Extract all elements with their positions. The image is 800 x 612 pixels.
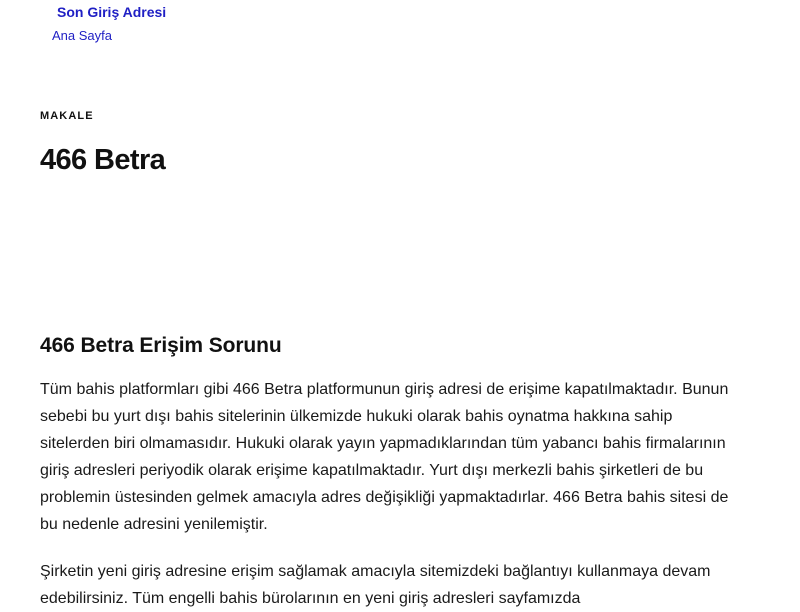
article-paragraph: Şirketin yeni giriş adresine erişim sağlamak amacıyla sitemizdeki bağlantıyı kullanmaya devam edebilirsiniz. Tüm engelli bahis bürolarının en yeni giriş adresleri sayfamızda xyxy=(40,563,711,607)
page-title: 466 Betra xyxy=(40,144,166,176)
site-title-link[interactable]: Son Giriş Adresi xyxy=(57,4,167,20)
section-heading: 466 Betra Erişim Sorunu xyxy=(40,334,282,357)
article-paragraph: Tüm bahis platformları gibi 466 Betra platformunun giriş adresi de erişime kapatılmaktadır. Bunun sebebi bu yurt dışı bahis sitelerinin ülkemizde hukuki olarak bahis oynatma hakkına sahip sitelerden biri olmamasıdır. Hukuki olarak yayın yapmadıklarından tüm yabancı bahis firmalarının giriş adresleri periyodik olarak erişime kapatılmaktadır. Yurt dışı merkezli bahis şirketleri de bu problemin üstesinden gelmek amacıyla adres değişikliği yapmaktadırlar. 466 Betra bahis sitesi de bu nedenle adresini yenilemiştir. xyxy=(40,381,729,533)
nav-link-home[interactable]: Ana Sayfa xyxy=(52,28,112,43)
article-category: MAKALE xyxy=(40,110,94,122)
